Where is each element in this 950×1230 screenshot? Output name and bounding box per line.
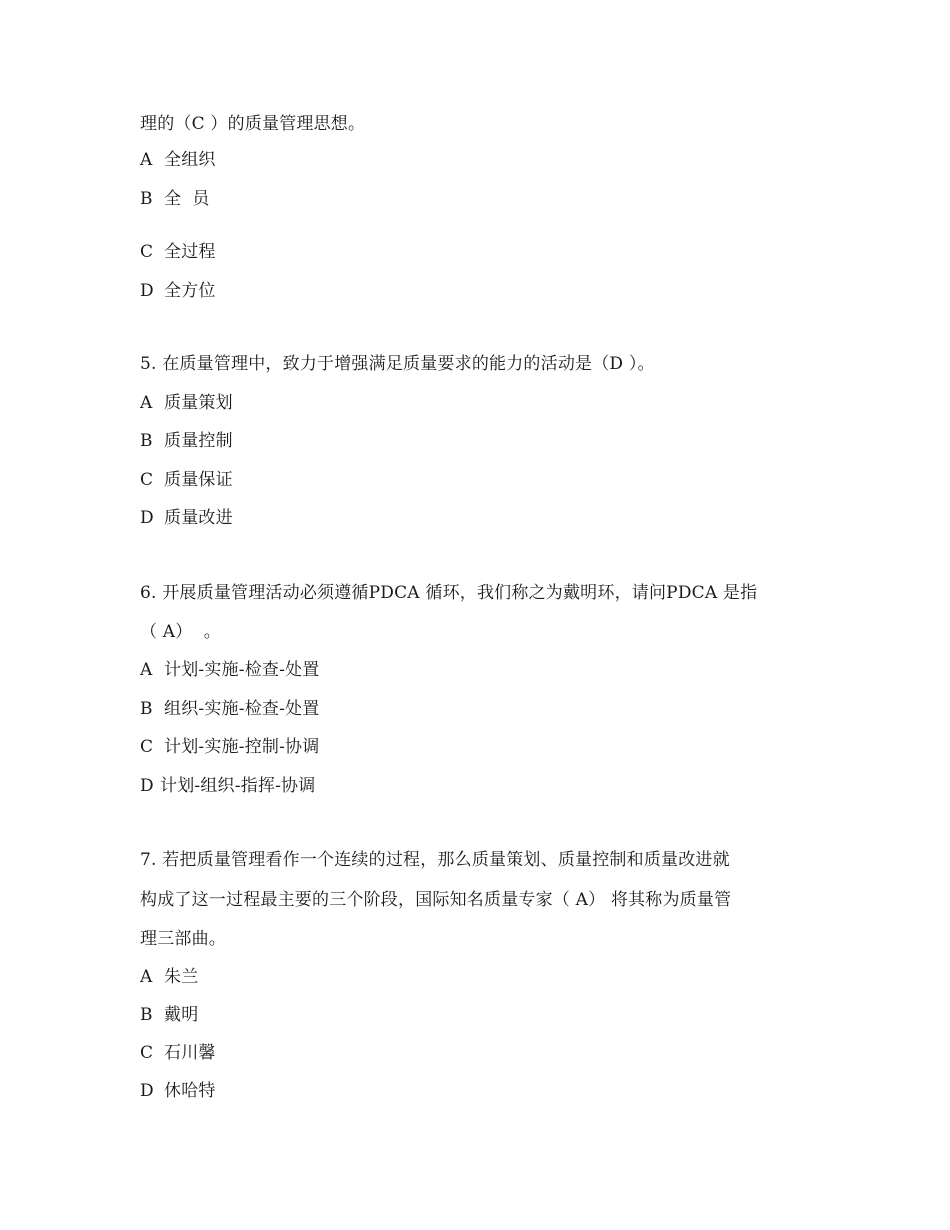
option-text: 组织-实施-检查-处置 <box>164 699 320 719</box>
q6-option-d <box>140 776 315 796</box>
option-text: 计划-实施-检查-处置 <box>164 660 320 680</box>
option-letter: B <box>140 431 153 451</box>
q4-option-a <box>140 150 216 170</box>
option-letter: B <box>140 1005 153 1025</box>
option-text: 计划-实施-控制-协调 <box>164 737 320 757</box>
q5-stem: 5. 在质量管理中，致力于增强满足质量要求的能力的活动是（D ）。 <box>140 354 655 374</box>
option-letter: C <box>140 470 154 490</box>
option-letter: C <box>140 242 154 262</box>
q7-option-d <box>140 1081 216 1101</box>
option-text: 休哈特 <box>164 1081 216 1101</box>
option-letter: D <box>140 508 154 528</box>
q6-option-b <box>140 699 319 719</box>
q7-option-b <box>140 1005 198 1025</box>
q4-option-b <box>140 189 210 209</box>
option-text: 全组织 <box>164 150 216 170</box>
option-letter: A <box>140 150 153 170</box>
option-letter: A <box>140 393 153 413</box>
q5-option-b <box>140 431 233 451</box>
q6-option-a <box>140 660 319 680</box>
q5-option-d <box>140 508 233 528</box>
option-letter: D <box>140 776 154 796</box>
option-text: 质量改进 <box>164 508 233 528</box>
option-text: 质量保证 <box>164 470 233 490</box>
q7-stem-line2: 构成了这一过程最主要的三个阶段，国际知名质量专家（ A） 将其称为质量管 <box>140 890 732 910</box>
option-text: 全 员 <box>164 189 210 209</box>
q4-stem-tail: 理的（C ）的质量管理思想。 <box>140 114 366 134</box>
option-letter: A <box>140 967 153 987</box>
q6-option-c <box>140 737 319 757</box>
q5-option-c <box>140 470 233 490</box>
q4-option-d <box>140 281 216 301</box>
option-letter: A <box>140 660 153 680</box>
q6-stem-line2: （ A） 。 <box>140 622 221 642</box>
option-letter: B <box>140 189 153 209</box>
option-text: 质量策划 <box>164 393 233 413</box>
option-letter: D <box>140 1081 154 1101</box>
option-letter: C <box>140 737 154 757</box>
q7-stem-line1: 7. 若把质量管理看作一个连续的过程，那么质量策划、质量控制和质量改进就 <box>140 850 730 870</box>
option-text: 质量控制 <box>164 431 233 451</box>
option-letter: D <box>140 281 154 301</box>
option-text: 计划-组织-指挥-协调 <box>160 776 316 796</box>
option-text: 全方位 <box>164 281 216 301</box>
q7-stem-line3: 理三部曲。 <box>140 929 226 949</box>
q7-option-a <box>140 967 198 987</box>
option-text: 朱兰 <box>164 967 199 987</box>
option-text: 戴明 <box>164 1005 199 1025</box>
option-text: 石川馨 <box>164 1043 216 1063</box>
q6-stem-line1: 6. 开展质量管理活动必须遵循PDCA 循环，我们称之为戴明环，请问PDCA 是指 <box>140 583 758 603</box>
q5-option-a <box>140 393 233 413</box>
option-letter: B <box>140 699 153 719</box>
q4-option-c <box>140 242 216 262</box>
q7-option-c <box>140 1043 216 1063</box>
option-letter: C <box>140 1043 154 1063</box>
option-text: 全过程 <box>164 242 216 262</box>
